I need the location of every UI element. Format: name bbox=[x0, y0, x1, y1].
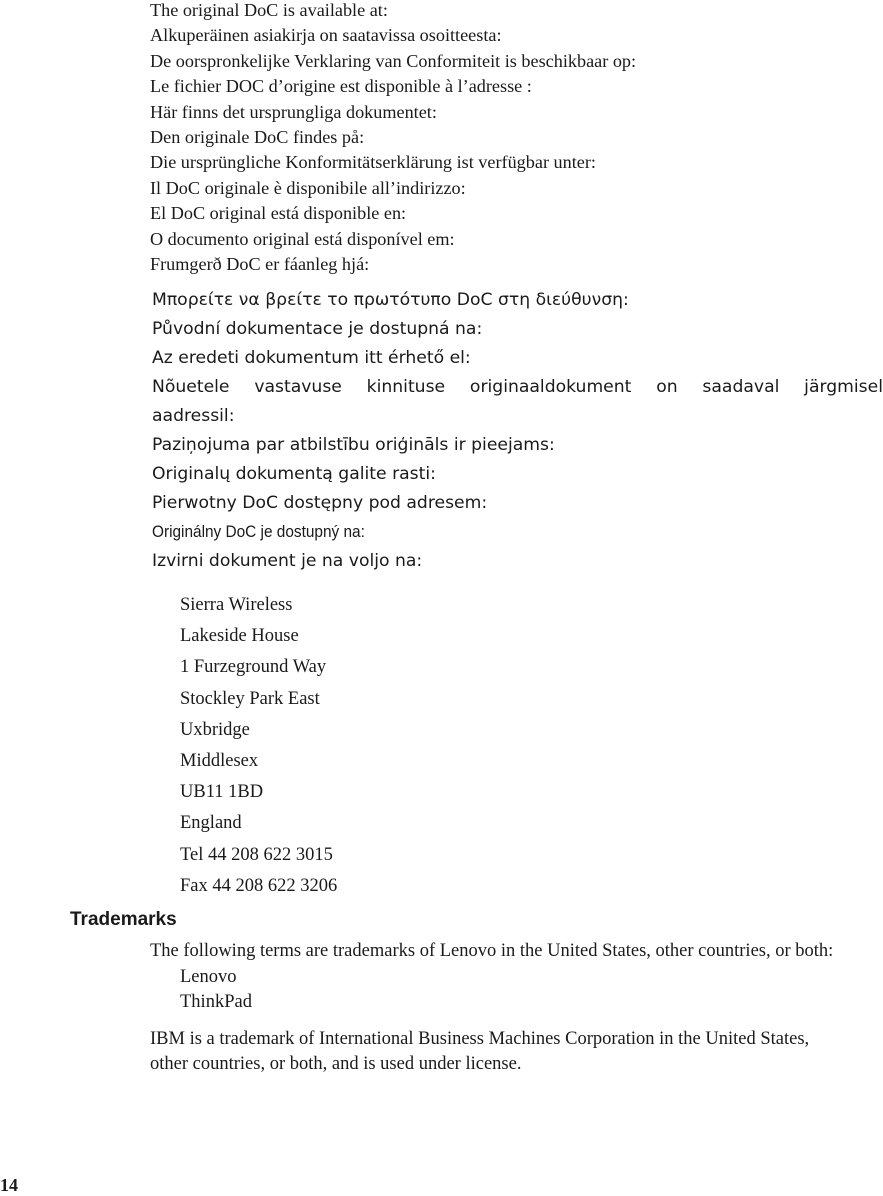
doc-availability-list-continued bbox=[152, 286, 883, 576]
trademarks-list bbox=[180, 965, 850, 1016]
company-address bbox=[180, 590, 337, 902]
trademarks-intro: The following terms are trademarks of Lenovo in the United States, other countries, or both: bbox=[150, 941, 834, 961]
doc-line-czech: Původní dokumentace je dostupná na: bbox=[152, 319, 483, 339]
section-heading: Trademarks bbox=[70, 909, 177, 930]
doc-line-spanish: El DoC original está disponible en: bbox=[150, 203, 407, 224]
address-country: England bbox=[180, 813, 242, 834]
address-town: Uxbridge bbox=[180, 719, 250, 740]
address-postcode: UB11 1BD bbox=[180, 782, 264, 803]
address-area: Stockley Park East bbox=[180, 688, 320, 709]
doc-line-lithuanian: Originalų dokumentą galite rasti: bbox=[152, 464, 436, 484]
page-number: 14 bbox=[0, 1175, 18, 1195]
doc-line-polish: Pierwotny DoC dostępny pod adresem: bbox=[152, 493, 488, 513]
doc-line-dutch: De oorspronkelijke Verklaring van Conformiteit is beschikbaar op: bbox=[150, 50, 637, 71]
address-building: Lakeside House bbox=[180, 626, 299, 647]
trademarks-section bbox=[150, 939, 850, 1078]
doc-line-estonian: Nõuetele vastavuse kinnituse originaaldokument on saadaval järgmisel bbox=[152, 377, 883, 397]
doc-line-german: Die ursprüngliche Konformitätserklärung ist verfügbar unter: bbox=[150, 152, 596, 173]
doc-availability-list bbox=[150, 0, 870, 277]
doc-line-swedish: Här finns det ursprungliga dokumentet: bbox=[150, 101, 437, 122]
doc-line-portuguese: O documento original está disponível em: bbox=[150, 228, 455, 249]
doc-line-slovak: Originálny DoC je dostupný na: bbox=[152, 523, 365, 541]
doc-line-greek: Μπορείτε να βρείτε το πρωτότυπο DoC στη διεύθυνση: bbox=[152, 290, 629, 310]
doc-line-french: Le fichier DOC d’origine est disponible à l’adresse : bbox=[150, 76, 532, 97]
address-company: Sierra Wireless bbox=[180, 595, 293, 615]
address-fax: Fax 44 208 622 3206 bbox=[180, 875, 338, 896]
trademark-item: Lenovo bbox=[180, 966, 237, 987]
doc-line-estonian-continued: aadressil: bbox=[152, 406, 235, 426]
address-phone: Tel 44 208 622 3015 bbox=[180, 844, 333, 865]
trademark-item: ThinkPad bbox=[180, 992, 252, 1012]
doc-line-danish: Den originale DoC findes på: bbox=[150, 127, 365, 148]
ibm-trademark-notice: IBM is a trademark of International Business Machines Corporation in the United States, other countries, or both, and is used under license. bbox=[150, 1028, 810, 1074]
doc-line-italian: Il DoC originale è disponibile all’indirizzo: bbox=[150, 177, 466, 198]
doc-line-slovenian: Izvirni dokument je na voljo na: bbox=[152, 551, 423, 571]
doc-line-hungarian: Az eredeti dokumentum itt érhető el: bbox=[152, 348, 471, 368]
doc-line-latvian: Paziņojuma par atbilstību oriģināls ir pieejams: bbox=[152, 435, 555, 455]
doc-line-icelandic: Frumgerð DoC er fáanleg hjá: bbox=[150, 254, 370, 275]
address-street: 1 Furzeground Way bbox=[180, 657, 327, 678]
doc-line-finnish: Alkuperäinen asiakirja on saatavissa osoitteesta: bbox=[150, 25, 502, 46]
address-county: Middlesex bbox=[180, 751, 259, 772]
doc-line-english: The original DoC is available at: bbox=[150, 0, 388, 20]
